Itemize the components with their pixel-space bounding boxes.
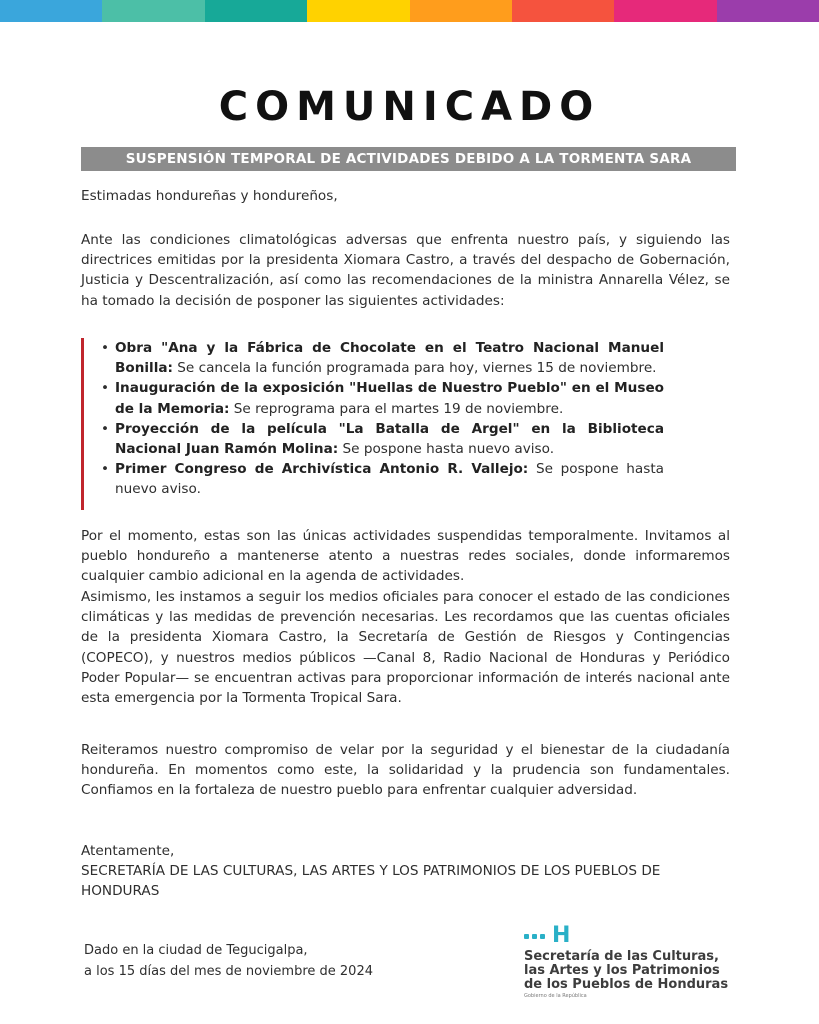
logo-letter: H <box>552 923 571 948</box>
activity-detail: Se reprograma para el martes 19 de noviembre. <box>229 400 564 417</box>
place-line: Dado en la ciudad de Tegucigalpa, <box>84 943 308 958</box>
logo-text <box>524 950 744 992</box>
paragraph-official-media: Asimismo, les instamos a seguir los medios oficiales para conocer el estado de las condiciones climáticas y las medidas de prevención necesarias. Les recordamos que las cuentas oficiales de la presidenta Xiomara Castro, la Secretaría de Gestión de Riesgos y Contingencias (COPECO), y nuestros medios públicos —Canal 8, Radio Nacional de Honduras y Periódico Poder Popular— se encuentran activas para proporcionar información de interés nacional ante esta emergencia por la Tormenta Tropical Sara. <box>81 589 730 707</box>
color-stripe <box>307 0 409 22</box>
closing: Atentamente, <box>81 843 175 859</box>
color-stripe-bar <box>0 0 819 22</box>
secretaria-logo <box>524 924 744 999</box>
logo-mark-icon <box>524 924 744 948</box>
list-item <box>115 378 664 418</box>
list-item <box>115 338 664 378</box>
list-item <box>115 459 664 499</box>
logo-line: de los Pueblos de Honduras <box>524 977 729 992</box>
color-stripe <box>410 0 512 22</box>
logo-subtext: Gobierno de la República <box>524 993 587 999</box>
logo-line: Secretaría de las Culturas, <box>524 949 719 964</box>
logo-line: las Artes y los Patrimonios <box>524 963 720 978</box>
activity-detail: Se pospone hasta nuevo aviso. <box>338 441 555 458</box>
date-line: a los 15 días del mes de noviembre de 2024 <box>84 964 373 979</box>
color-stripe <box>512 0 614 22</box>
color-stripe <box>205 0 307 22</box>
subtitle-banner: SUSPENSIÓN TEMPORAL DE ACTIVIDADES DEBIDO A LA TORMENTA SARA <box>81 147 736 171</box>
color-stripe <box>0 0 102 22</box>
intro-paragraph: Ante las condiciones climatológicas adversas que enfrenta nuestro país, y siguiendo las directrices emitidas por la presidenta Xiomara Castro, a través del despacho de Gobernación, Justicia y Descentralización, así como las recomendaciones de la ministra Annarella Vélez, se ha tomado la decisión de posponer las siguientes actividades: <box>81 232 730 309</box>
color-stripe <box>717 0 819 22</box>
color-stripe <box>614 0 716 22</box>
date-place <box>84 940 373 982</box>
activities-list <box>81 338 664 510</box>
activity-detail: Se pospone hasta nuevo aviso. <box>115 461 664 498</box>
greeting: Estimadas hondureñas y hondureños, <box>81 188 338 204</box>
page-title: COMUNICADO <box>218 84 601 130</box>
paragraph-commitment: Reiteramos nuestro compromiso de velar por la seguridad y el bienestar de la ciudadanía hondureña. En momentos como este, la solidaridad y la prudencia son fundamentales. Confiamos en la fortaleza de nuestro pueblo para enfrentar cualquier adversidad. <box>81 742 730 799</box>
signing-entity: SECRETARÍA DE LAS CULTURAS, LAS ARTES Y LOS PATRIMONIOS DE LOS PUEBLOS DE HONDURAS <box>81 863 661 900</box>
list-item <box>115 419 664 459</box>
color-stripe <box>102 0 204 22</box>
paragraph-suspended: Por el momento, estas son las únicas actividades suspendidas temporalmente. Invitamos al pueblo hondureño a mantenerse atento a nuestras redes sociales, donde informaremos cualquier cambio adicional en la agenda de actividades. <box>81 528 730 585</box>
activity-name: Obra "Ana y la Fábrica de Chocolate en el Teatro Nacional Manuel Bonilla: <box>115 340 664 377</box>
activity-name: Primer Congreso de Archivística Antonio R. Vallejo: <box>115 461 529 478</box>
signature-block <box>81 841 741 902</box>
activity-detail: Se cancela la función programada para hoy, viernes 15 de noviembre. <box>172 360 657 377</box>
activity-name: Inauguración de la exposición "Huellas de Nuestro Pueblo" en el Museo de la Memoria: <box>115 380 664 417</box>
activity-name: Proyección de la película "La Batalla de Argel" en la Biblioteca Nacional Juan Ramón Molina: <box>115 420 664 458</box>
